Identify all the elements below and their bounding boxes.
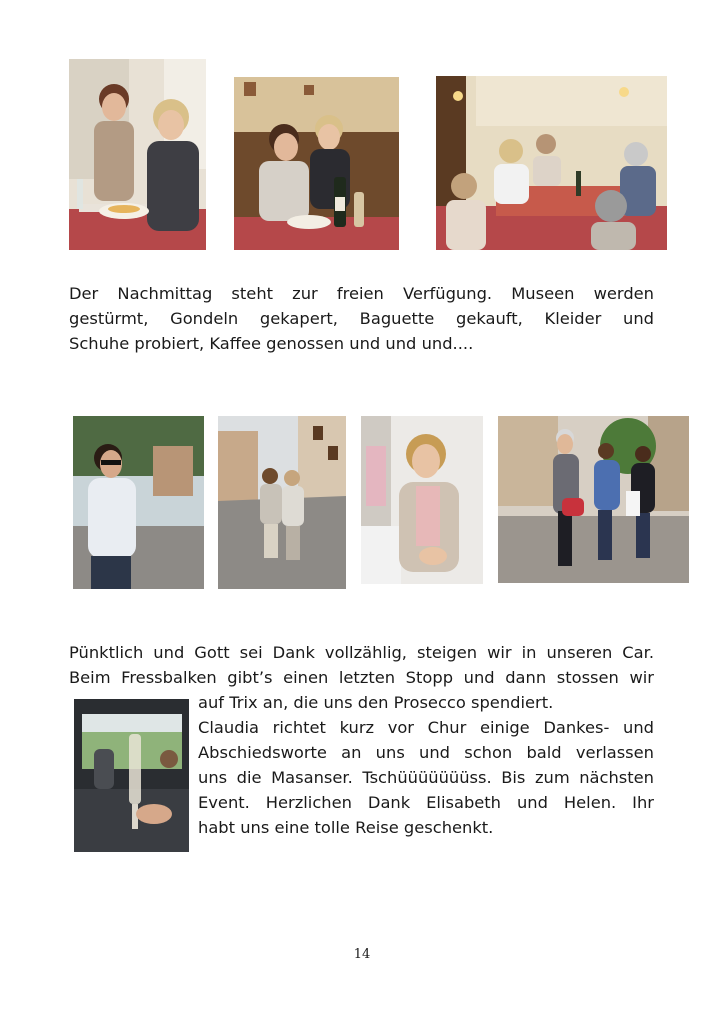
photo-restaurant-table-wine bbox=[234, 77, 399, 250]
paragraph-line: Der Nachmittag steht zur freien Verfügung. Museen werden bbox=[69, 284, 654, 303]
page-number: 14 bbox=[353, 947, 371, 962]
photo-restaurant-group-dinner bbox=[436, 76, 667, 250]
paragraph-line: Claudia richtet kurz vor Chur einige Dankes- und bbox=[198, 718, 654, 737]
paragraph-line: habt uns eine tolle Reise geschenkt. bbox=[198, 818, 494, 837]
paragraph-return-trip bbox=[69, 640, 654, 690]
paragraph-line: Schuhe probiert, Kaffee genossen und und und.... bbox=[69, 334, 474, 353]
photo-woman-sunglasses bbox=[73, 416, 204, 589]
paragraph-line: Event. Herzlichen Dank Elisabeth und Helen. Ihr bbox=[198, 793, 654, 812]
paragraph-line: uns die Masanser. Tschüüüüüüüss. Bis zum nächsten bbox=[198, 768, 654, 787]
photo-woman-shop bbox=[361, 416, 483, 584]
paragraph-line: gestürmt, Gondeln gekapert, Baguette gekauft, Kleider und bbox=[69, 309, 654, 328]
paragraph-afternoon bbox=[69, 281, 654, 356]
paragraph-line: auf Trix an, die uns den Prosecco spendiert. bbox=[198, 693, 554, 712]
paragraph-return-trip-wrapped bbox=[198, 690, 654, 840]
photo-street-two-women bbox=[218, 416, 346, 589]
paragraph-line: Abschiedsworte an uns und schon bald verlassen bbox=[198, 743, 654, 762]
photo-bus-prosecco bbox=[74, 699, 189, 852]
paragraph-line: Pünktlich und Gott sei Dank vollzählig, steigen wir in unseren Car. bbox=[69, 643, 654, 662]
photo-three-women-square bbox=[498, 416, 689, 583]
photo-restaurant-two-women bbox=[69, 59, 206, 250]
paragraph-line: Beim Fressbalken gibt’s einen letzten Stopp und dann stossen wir bbox=[69, 668, 654, 687]
